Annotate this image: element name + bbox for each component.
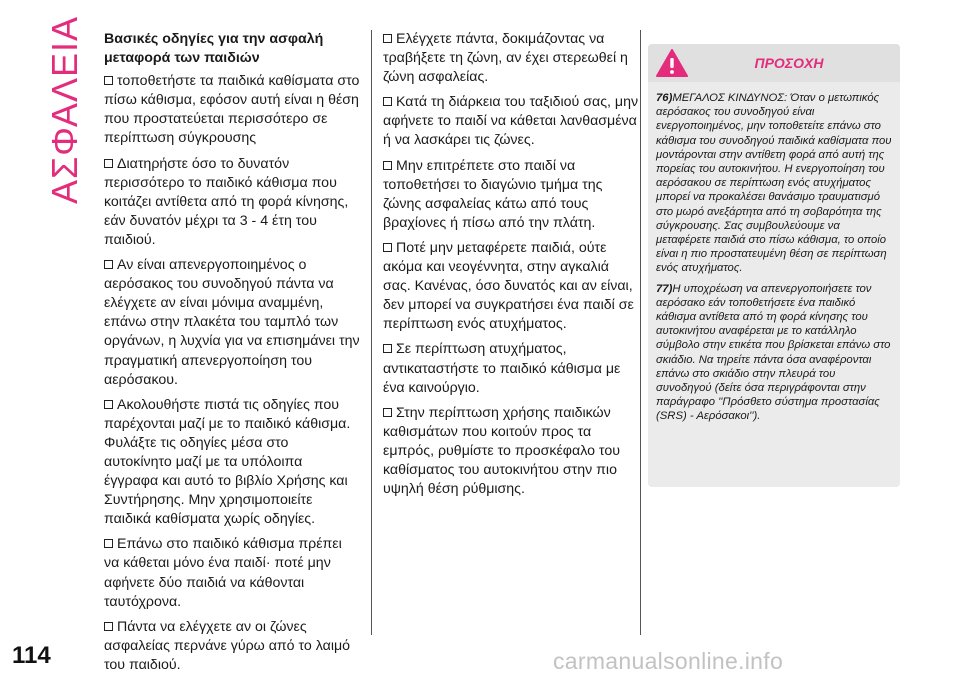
paragraph-text: Στην περίπτωση χρήσης παιδικών καθισμάτων που κοιτούν προς τα εμπρός, ρυθμίστε το προσκέφαλο του καθίσματος του αυτοκινήτου στην πιο υψηλή θέση ρύθμισης. — [383, 404, 620, 498]
watermark-text: carmanualsonline.info — [553, 648, 784, 674]
paragraph — [104, 72, 360, 148]
warning-item — [656, 91, 892, 276]
page-number: 114 — [12, 642, 51, 669]
paragraph-text: Ακολουθήστε πιστά τις οδηγίες που παρέχονται μαζί με το παιδικό κάθισμα. Φυλάξτε τις οδηγίες μέσα στο αυτοκίνητο μαζί με τα υπόλοιπα έγγραφα και αυτό το βιβλίο Χρήσης και Συντήρησης. Μην χρησιμοποιείτε παιδικά καθίσματα χωρίς οδηγίες. — [104, 396, 351, 528]
warning-item — [656, 282, 892, 424]
paragraph — [104, 256, 360, 390]
paragraph — [383, 93, 639, 150]
paragraph-text: Μην επιτρέπετε στο παιδί να τοποθετήσει το διαγώνιο τμήμα της ζώνης ασφαλείας κάτω από τους βραχίονες ή πίσω από την πλάτη. — [383, 157, 603, 231]
paragraph-text: Πάντα να ελέγχετε αν οι ζώνες ασφαλείας περνάνε γύρω από το λαιμό του παιδιού. — [104, 618, 351, 673]
paragraph-text: Επάνω στο παιδικό κάθισμα πρέπει να κάθεται μόνο ένα παιδί· ποτέ μην αφήνετε δύο παιδιά να κάθονται ταυτόχρονα. — [104, 536, 342, 610]
paragraph-text: Σε περίπτωση ατυχήματος, αντικαταστήστε το παιδικό κάθισμα με ένα καινούργιο. — [383, 341, 621, 396]
section-side-title — [30, 15, 100, 205]
paragraph-text: τοποθετήστε τα παιδικά καθίσματα στο πίσω κάθισμα, εφόσον αυτή είναι η θέση που προστατεύεται περισσότερο σε περίπτωση σύγκρουσης — [104, 73, 360, 147]
paragraph — [383, 157, 639, 233]
paragraph-text: Ποτέ μην μεταφέρετε παιδιά, ούτε ακόμα και νεογέννητα, στην αγκαλιά σας. Κανένας, όσο δυνατός και αν είναι, δεν μπορεί να συγκρατήσει ένα παιδί σε περίπτωση ενός ατυχήματος. — [383, 239, 634, 333]
checkbox-bullet-icon — [383, 243, 392, 252]
column-divider — [640, 30, 641, 635]
checkbox-bullet-icon — [104, 400, 113, 409]
warning-body — [648, 82, 900, 424]
checkbox-bullet-icon — [104, 76, 113, 85]
paragraph-text: Κατά τη διάρκεια του ταξιδιού σας, μην αφήνετε το παιδί να κάθεται λανθασμένα ή να λασκάρει τις ζώνες. — [383, 94, 639, 149]
section-heading: Βασικές οδηγίες για την ασφαλή μεταφορά των παιδιών — [104, 31, 324, 67]
paragraph — [104, 535, 360, 611]
warning-box — [648, 44, 900, 487]
checkbox-bullet-icon — [104, 159, 113, 168]
paragraph-text: Αν είναι απενεργοποιημένος ο αερόσακος του συνοδηγού πάντα να ελέγχετε αν είναι μόνιμα αναμμένη, επάνω στην πλακέτα του ταμπλό των οργάνων, η λυχνία για να επισημάνει την πραγματική απενεργοποίηση του αερόσακου. — [104, 257, 360, 388]
warning-triangle-icon — [656, 49, 688, 77]
paragraph — [383, 404, 639, 499]
checkbox-bullet-icon — [383, 34, 392, 43]
column-middle — [383, 30, 639, 505]
paragraph — [383, 30, 639, 87]
warning-item-number: 77) — [656, 282, 673, 295]
column-divider — [371, 30, 372, 635]
checkbox-bullet-icon — [104, 539, 113, 548]
warning-header — [648, 44, 900, 82]
warning-item-text: Η υποχρέωση να απενεργοποιήσετε τον αερόσακο εάν τοποθετήσετε ένα παιδικό κάθισμα αντίθετα από τη φορά κίνησης του αυτοκινήτου αναφέρεται με το κατάλληλο σύμβολο στην ετικέτα που βρίσκεται επάνω στο σκιάδιο. Να τηρείτε πάντα όσα αναφέρονται επάνω στο σκιάδιο στην πλευρά του συνοδηγού (δείτε όσα περιγράφονται στην παράγραφο ''Πρόσθετο σύστημα προστασίας (SRS) - Αερόσακοι''). — [656, 282, 891, 423]
checkbox-bullet-icon — [383, 97, 392, 106]
paragraph — [383, 239, 639, 334]
checkbox-bullet-icon — [104, 260, 113, 269]
checkbox-bullet-icon — [104, 622, 113, 631]
paragraph — [104, 396, 360, 530]
paragraph — [383, 340, 639, 397]
column-left — [104, 30, 360, 681]
paragraph — [104, 155, 360, 250]
paragraph-text: Διατηρήστε όσο το δυνατόν περισσότερο το παιδικό κάθισμα που κοιτάζει αντίθετα από τη φορά κίνησης, εάν δυνατόν μέχρι τα 3 - 4 έτη του παιδιού. — [104, 155, 349, 248]
paragraph-text: Ελέγχετε πάντα, δοκιμάζοντας να τραβήξετε τη ζώνη, αν έχει στερεωθεί η ζώνη ασφαλείας. — [383, 31, 628, 86]
warning-item-number: 76) — [656, 92, 673, 104]
warning-item-text: ΜΕΓΑΛΟΣ ΚΙΝΔΥΝΟΣ: Όταν ο μετωπικός αερόσακος του συνοδηγού είναι ενεργοποιημένος, μην τοποθετείτε επάνω στο κάθισμα του συνοδηγού παιδικά καθίσματα που μοντάρονται στην αντίθετη φορά από αυτή της πορείας του αυτοκινήτου. Η ενεργοποίηση του αερόσακου σε περίπτωση ενός ατυχήματος μπορεί να προκαλέσει θανάσιμο τραυματισμό στο μωρό ανεξάρτητα από τη σοβαρότητα της σύγκρουσης. Σας συμβουλεύουμε να μεταφέρετε παιδιά στο πίσω κάθισμα, το οποίο είναι η πιο προστατευμένη θέση σε περίπτωση ενός ατυχήματος. — [656, 92, 892, 275]
checkbox-bullet-icon — [383, 161, 392, 170]
checkbox-bullet-icon — [383, 344, 392, 353]
paragraph — [104, 618, 360, 675]
warning-title: ΠΡΟΣΟΧΗ — [754, 55, 824, 71]
checkbox-bullet-icon — [383, 408, 392, 417]
section-title-text: ΑΣΦΑΛΕΙΑ — [44, 15, 86, 205]
